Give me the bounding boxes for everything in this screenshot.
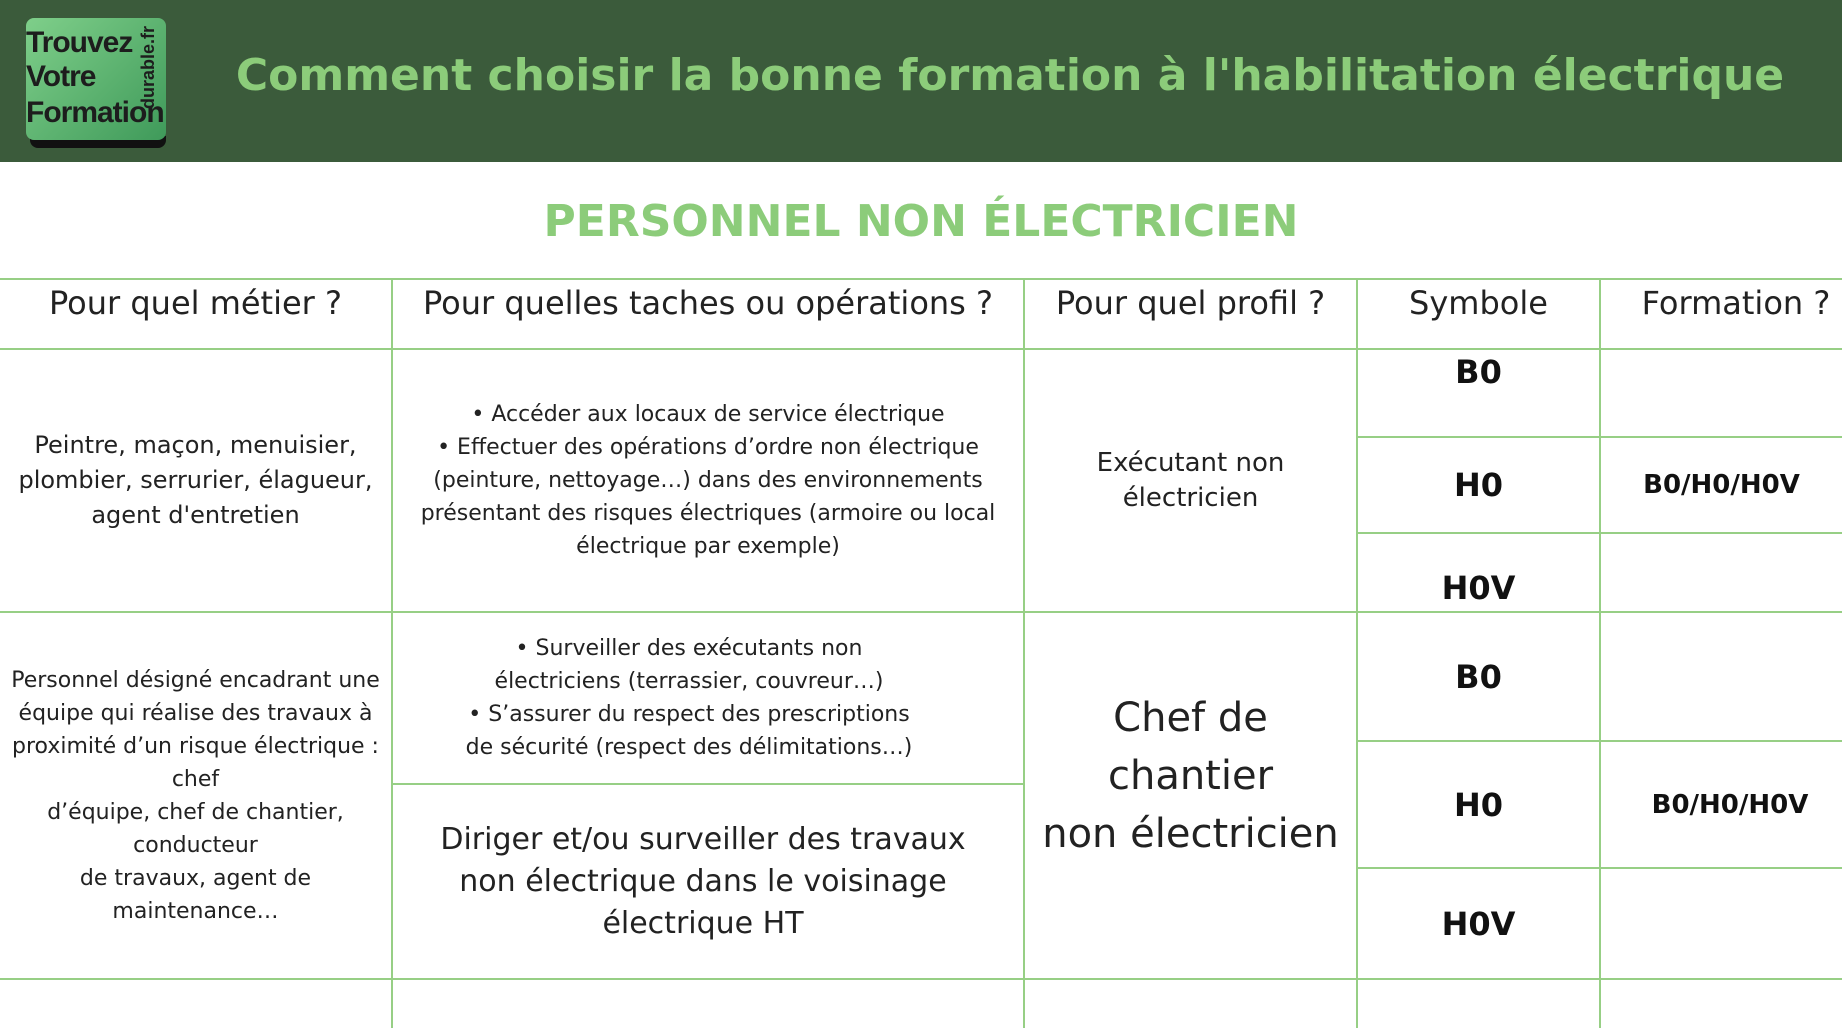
row1-symbole-h0: H0 [1453,466,1504,504]
column-header-symbole: Symbole [1409,284,1548,322]
row2-profil-line: Chef de chantier [1107,694,1274,799]
row2-taches-line: de sécurité (respect des délimitations…) [465,735,913,760]
column-header-formation: Formation ? [1641,284,1831,322]
logo-word-2: Votre [26,60,96,93]
section-title: PERSONNEL NON ÉLECTRICIEN [543,196,1299,247]
column-header-metier: Pour quel métier ? [49,284,342,322]
row1-metier-line: agent d'entretien [91,501,300,529]
column-header-profil: Pour quel profil ? [1055,284,1326,322]
row2-metier-line: proximité d’un risque électrique : chef [12,733,379,792]
row2-metier-line: d’équipe, chef de chantier, conducteur [47,799,344,858]
row2-taches-line: • S’assurer du respect des prescriptions [468,702,910,727]
grid-line-row2-bottom [0,978,1842,980]
row1-taches-line: électrique par exemple) [576,534,840,559]
row2-taches-line: électrique HT [602,905,804,941]
row2-taches-line: • Surveiller des exécutants non [515,636,863,661]
row2-formation: B0/H0/H0V [1651,789,1809,820]
row2-taches-line: électriciens (terrassier, couvreur…) [494,669,884,694]
row1-metier-line: Peintre, maçon, menuisier, [34,431,357,459]
brand-logo[interactable] [26,18,166,148]
row2-metier [0,613,391,978]
page-header [0,0,1842,162]
row2-metier-line: Personnel désigné encadrant une [11,667,380,693]
logo-word-3: Formation [26,96,164,129]
logo-side-text: durable.fr [138,26,158,110]
row1-symbole-h0v: H0V [1441,569,1516,607]
column-header-taches: Pour quelles taches ou opérations ? [423,284,993,322]
row2-profil [1025,613,1356,938]
row1-profil: Exécutant non électricien [1096,447,1285,513]
row1-taches-line: (peinture, nettoyage…) dans des environnements [433,468,983,493]
row1-symbole-b0: B0 [1455,353,1502,391]
row1-taches-line: • Effectuer des opérations d’ordre non électrique [437,435,979,460]
row2-taches-surveiller [393,613,985,783]
row2-taches-line: Diriger et/ou surveiller des travaux [440,821,966,857]
row1-formation: B0/H0/H0V [1643,470,1800,500]
row2-metier-line: équipe qui réalise des travaux à [18,700,373,726]
row1-metier [0,350,391,611]
row1-taches-line: présentant des risques électriques (armoire ou local [420,501,996,526]
grid-line-col4 [1599,278,1601,1028]
row2-symbole-b0: B0 [1455,657,1502,696]
row1-metier-line: plombier, serrurier, élagueur, [18,466,373,494]
row2-symbole-h0: H0 [1453,785,1504,824]
row2-taches-line: non électrique dans le voisinage [459,863,947,899]
row2-taches-diriger [393,785,1013,978]
page-title: Comment choisir la bonne formation à l'habilitation électrique [235,50,1785,101]
row2-profil-line: non électricien [1042,810,1339,857]
row1-taches-line: • Accéder aux locaux de service électrique [471,402,945,427]
grid-line-r1-sym2 [1356,532,1842,534]
row2-symbole-h0v: H0V [1441,904,1516,943]
logo-word-1: Trouvez [26,26,133,59]
row1-taches [393,350,1023,611]
row2-metier-line: de travaux, agent de maintenance… [79,865,312,924]
